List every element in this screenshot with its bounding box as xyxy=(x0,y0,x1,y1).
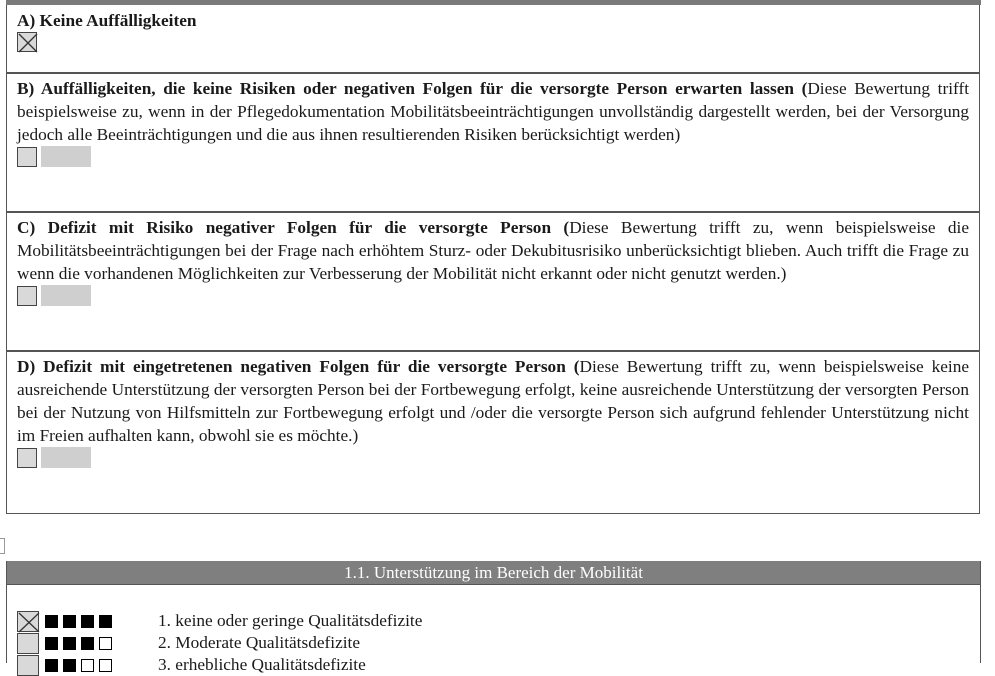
option-d-comment-field[interactable] xyxy=(41,447,91,468)
option-b-checkbox[interactable] xyxy=(17,147,37,167)
option-b-box xyxy=(6,73,980,212)
check-cross-icon xyxy=(18,612,40,633)
rating-2-squares xyxy=(45,637,141,650)
filled-square-icon xyxy=(63,637,76,650)
filled-square-icon xyxy=(99,615,112,628)
rating-3-checkbox[interactable] xyxy=(17,655,39,676)
option-a-checkbox[interactable] xyxy=(17,32,37,52)
empty-square-icon xyxy=(81,659,94,672)
filled-square-icon xyxy=(81,637,94,650)
option-d-title: D) Defizit mit eingetretenen negativen Folgen für die versorgte Person ( xyxy=(17,357,580,376)
empty-square-icon xyxy=(99,637,112,650)
option-b-comment-field[interactable] xyxy=(41,146,91,167)
option-a-box xyxy=(6,5,980,73)
filled-square-icon xyxy=(45,637,58,650)
option-d-checkbox[interactable] xyxy=(17,448,37,468)
rating-2-label: 2. Moderate Qualitätsdefizite xyxy=(158,633,361,652)
summary-heading: 1.1. Unterstützung im Bereich der Mobilität xyxy=(7,561,980,585)
rating-row-2 xyxy=(17,632,422,654)
option-c-checkbox[interactable] xyxy=(17,286,37,306)
rating-row-3 xyxy=(17,654,422,676)
option-b-text: Diese Bewertung trifft beispielsweise zu, wenn in der Pflegedokumentation Mobilitätsbeeinträchtigungen unvollständig dargestellt werden, bei der Versorgung jedoch alle Beeinträchtigungen und die aus ihnen resultierenden Risiken berücksichtigt werden) xyxy=(17,79,970,144)
rating-row-1 xyxy=(17,610,422,632)
filled-square-icon xyxy=(81,615,94,628)
rating-1-checkbox[interactable] xyxy=(17,611,39,632)
empty-square-icon xyxy=(99,659,112,672)
filled-square-icon xyxy=(63,615,76,628)
option-d-box xyxy=(6,351,980,514)
option-c-title: C) Defizit mit Risiko negativer Folgen für die versorgte Person ( xyxy=(17,218,570,237)
filled-square-icon xyxy=(45,615,58,628)
option-b-title: B) Auffälligkeiten, die keine Risiken oder negativen Folgen für die versorgte Person erwarten lassen ( xyxy=(17,79,808,98)
option-c-comment-field[interactable] xyxy=(41,285,91,306)
rating-1-squares xyxy=(45,615,141,628)
option-d-text: Diese Bewertung trifft zu, wenn beispielsweise keine ausreichende Unterstützung der versorgten Person bei der Fortbewegung erfolgt, keine ausreichende Unterstützung der versorgten Person bei der Nutzung von Hilfsmitteln zur Fortbewegung erfolgt und /oder die versorgte Person sich aufgrund fehlender Unterstützung nicht im Freien aufhalten kann, obwohl sie es möchte.) xyxy=(17,357,970,445)
rating-list xyxy=(17,610,422,676)
rating-3-label: 3. erhebliche Qualitätsdefizite xyxy=(158,655,366,674)
table-anchor-marker[interactable] xyxy=(0,538,5,554)
option-a-title: A) Keine Auffälligkeiten xyxy=(17,11,197,30)
filled-square-icon xyxy=(45,659,58,672)
check-cross-icon xyxy=(18,33,38,53)
rating-1-label: 1. keine oder geringe Qualitätsdefizite xyxy=(158,611,423,630)
rating-2-checkbox[interactable] xyxy=(17,633,39,654)
filled-square-icon xyxy=(63,659,76,672)
summary-panel xyxy=(6,561,981,674)
option-c-text: Diese Bewertung trifft zu, wenn beispielsweise die Mobilitätsbeeinträchtigungen bei der Frage nach erhöhtem Sturz- oder Dekubitusrisiko unberücksichtigt blieben. Auch trifft die Frage zu wenn die vorhandenen Möglichkeiten zur Verbesserung der Mobilität nicht erkannt oder nicht genutzt werden.) xyxy=(17,218,970,283)
option-c-box xyxy=(6,212,980,351)
rating-3-squares xyxy=(45,659,141,672)
